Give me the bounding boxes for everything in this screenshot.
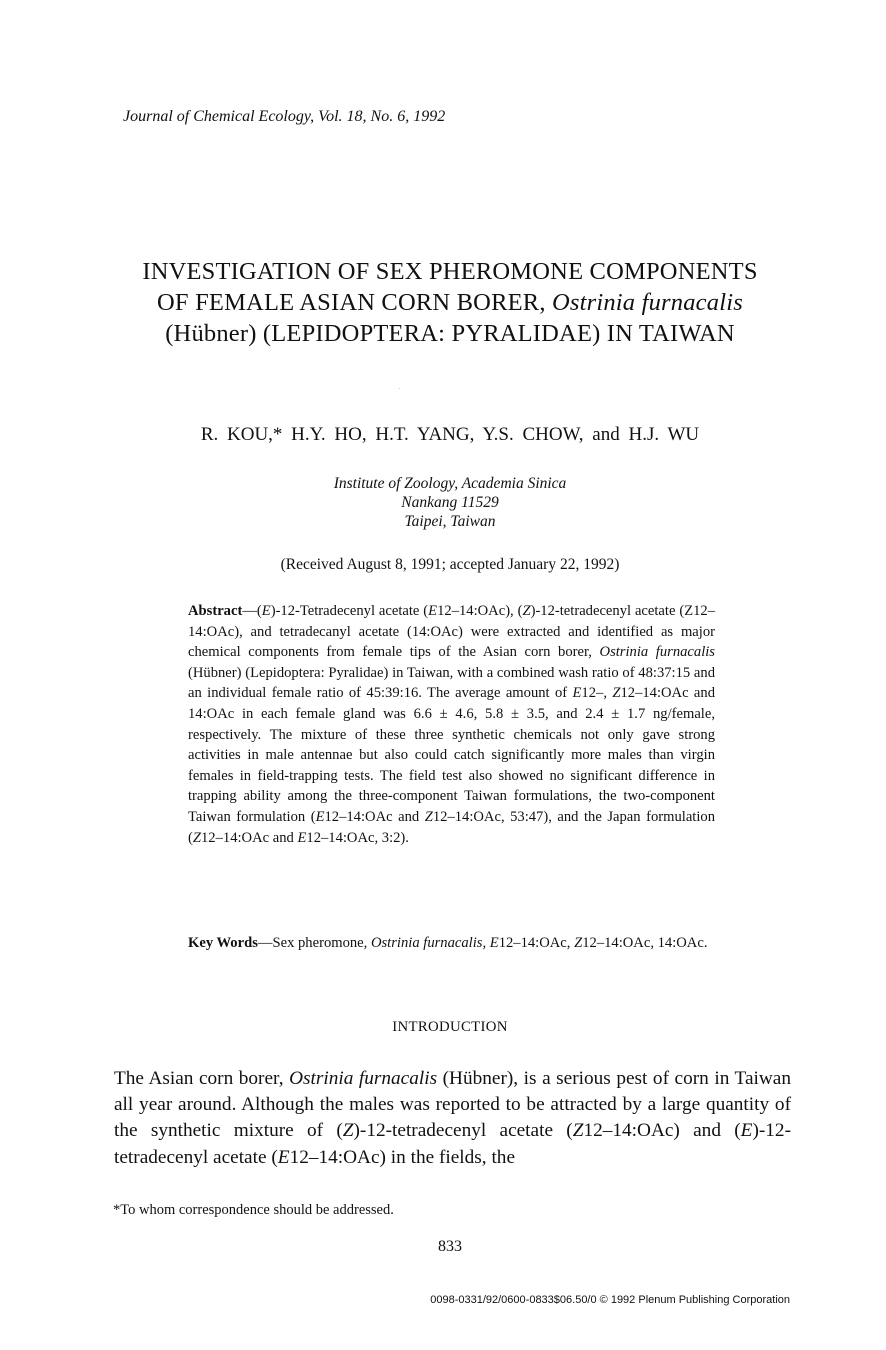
abstract-text: E — [572, 685, 582, 702]
key-words-text: E — [489, 935, 499, 951]
page-number: 833 — [438, 1238, 462, 1255]
abstract-text: (Hübner) (Lepidoptera: Pyralidae) in Taiwan, with a combined wash ratio of 48:37:15 and an individual female ratio of 45:39:16. The average amount of — [188, 664, 715, 702]
intro-text: Z — [572, 1120, 584, 1142]
abstract-text: Z — [612, 685, 621, 702]
intro-text: Z — [342, 1120, 354, 1142]
intro-text: 12–14:OAc) in the fields, the — [289, 1146, 515, 1168]
received-dates: (Received August 8, 1991; accepted January 22, 1992) — [280, 556, 620, 573]
abstract-text: 12–14:OAc and — [201, 829, 298, 846]
key-words-text: —Sex pheromone, — [257, 935, 371, 951]
abstract-text: )-12-tetradecenyl acetate (Z12–14:OAc), and tetradecanyl acetate (14:OAc) were extracted and identified as major chemical components from female tips of the Asian corn borer, — [188, 603, 715, 661]
abstract-text: Z — [192, 829, 201, 846]
abstract-text: E — [261, 603, 271, 619]
affiliation-line-3: Taipei, Taiwan — [404, 513, 496, 530]
abstract-text: )-12-Tetradecenyl acetate ( — [270, 603, 429, 619]
title-species: Ostrinia furnacalis — [551, 289, 743, 316]
title-line-1: INVESTIGATION OF SEX PHEROMONE COMPONENTS — [142, 258, 758, 285]
abstract-text: 12–14:OAc, 3:2). — [306, 829, 409, 846]
key-words-text: , — [482, 935, 490, 951]
copyright-line: 0098-0331/92/0600-0833$06.50/0 © 1992 Plenum Publishing Corporation — [430, 1294, 790, 1306]
abstract — [188, 601, 715, 848]
correspondence-footnote: *To whom correspondence should be addressed. — [113, 1202, 394, 1218]
intro-text: )-12-tetradecenyl acetate ( — [353, 1120, 573, 1142]
abstract-text: E — [297, 829, 307, 846]
section-heading-introduction: INTRODUCTION — [392, 1019, 508, 1035]
abstract-text: Z — [522, 603, 531, 619]
abstract-text: 12–, — [581, 685, 613, 702]
title-line-2-text: OF FEMALE ASIAN CORN BORER, — [157, 289, 552, 316]
abstract-text: E — [315, 808, 325, 825]
abstract-text: 12–14:OAc, 53:47), and the Japan formulation ( — [188, 808, 715, 846]
intro-species: Ostrinia furnacalis — [289, 1068, 438, 1089]
key-words-text: 12–14:OAc, 14:OAc. — [582, 935, 708, 951]
abstract-text: 12–14:OAc and 14:OAc in each female gland was 6.6 ± 4.6, 5.8 ± 3.5, and 2.4 ± 1.7 ng/female, respectively. The mixture of these three synthetic chemicals not only gave strong activities in male antennae but also could catch significantly more males than virgin females in field-trapping tests. The field test also showed no significant difference in trapping ability among the three-component Taiwan formulations, the two-component Taiwan formulation ( — [188, 685, 716, 825]
intro-text: )-12-tetradecenyl acetate ( — [114, 1120, 791, 1168]
intro-text: E — [277, 1146, 290, 1168]
affiliation — [200, 474, 700, 531]
key-words — [188, 933, 715, 954]
abstract-label: Abstract — [188, 603, 243, 619]
key-words-species: Ostrinia furnacalis — [370, 935, 483, 951]
scan-speck — [399, 388, 400, 389]
title-line-2 — [60, 287, 840, 318]
author-list: R. KOU,* H.Y. HO, H.T. YANG, Y.S. CHOW, and H.J. WU — [200, 424, 700, 445]
intro-text: 12–14:OAc) and ( — [583, 1120, 741, 1142]
journal-citation: Journal of Chemical Ecology, Vol. 18, No. 6, 1992 — [123, 108, 446, 125]
abstract-text: E — [428, 603, 438, 619]
title-line-3: (Hübner) (LEPIDOPTERA: PYRALIDAE) IN TAIWAN — [165, 320, 735, 347]
abstract-text: —( — [242, 603, 262, 619]
affiliation-line-1: Institute of Zoology, Academia Sinica — [333, 475, 567, 492]
affiliation-line-2: Nankang 11529 — [401, 494, 499, 511]
intro-text: (Hübner), is a serious pest of corn in Taiwan all year around. Although the males was reported to be attracted by a large quantity of the synthetic mixture of ( — [114, 1068, 791, 1142]
key-words-label: Key Words — [188, 935, 258, 951]
introduction-paragraph — [114, 1066, 791, 1171]
abstract-text: 12–14:OAc and — [324, 808, 425, 825]
abstract-species: Ostrinia furnacalis — [599, 644, 715, 661]
key-words-text: 12–14:OAc, — [498, 935, 575, 951]
paper-title — [60, 256, 840, 349]
abstract-text: Z — [424, 808, 433, 825]
intro-text: E — [740, 1120, 753, 1142]
abstract-text: 12–14:OAc), ( — [437, 603, 523, 619]
key-words-text: Z — [574, 935, 583, 951]
intro-text: The Asian corn borer, — [114, 1068, 290, 1089]
